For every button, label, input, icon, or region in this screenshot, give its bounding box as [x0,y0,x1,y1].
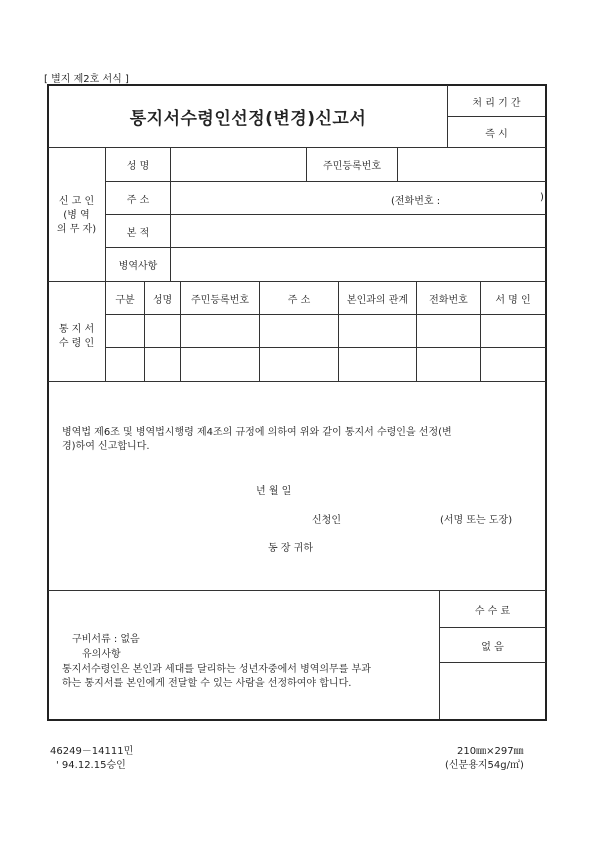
rrn-label: 주민등록번호 [323,161,381,172]
address-label: 주 소 [126,194,150,206]
declaration-line-2: 경)하여 신고합니다. [62,441,150,452]
recipient-row-2[interactable] [106,348,545,381]
frame-bottom [47,719,547,721]
col-header-rrn: 주민등록번호 [191,294,249,306]
recipient-label-2: 수 령 인 [58,338,95,349]
name-label: 성 명 [126,161,150,172]
address-field[interactable] [171,182,545,214]
required-docs: 구비서류 : 없음 [72,634,140,645]
caution-line-1: 통지서수령인은 본인과 세대를 달리하는 성년자중에서 병역의무를 부과 [62,664,371,675]
frame-right [545,84,547,720]
signature-hint: (서명 또는 도장) [440,515,513,526]
phone-close: ) [540,192,544,203]
name-field[interactable] [171,148,305,181]
approval-date: ' 94.12.15승인 [56,760,126,771]
rrn-field[interactable] [398,148,545,181]
col-header-name: 성명 [152,294,173,306]
form-code: 46249－14111민 [50,746,134,757]
caution-title: 유의사항 [82,649,121,660]
paper-size: 210㎜×297㎜ [457,746,524,757]
addressee: 동 장 귀하 [268,543,313,554]
col-header-address: 주 소 [287,294,311,306]
fee-value: 없 음 [481,641,504,653]
caution-line-2: 하는 통지서를 본인에게 전달할 수 있는 사람을 선정하여야 합니다. [62,678,352,689]
domicile-field[interactable] [171,215,545,247]
applicant-label-3: 의 무 자) [56,224,97,235]
applicant-label-1: 신 고 인 [58,196,95,207]
recipient-label-1: 통 지 서 [58,324,95,335]
applicant-signature-label: 신청인 [312,515,341,526]
col-header-signer: 서 명 인 [495,294,531,306]
phone-label: (전화번호 : [391,196,441,207]
recipient-row-1[interactable] [106,315,545,347]
paper-type: (신문용지54g/㎡) [445,760,524,771]
processing-period-value: 즉 시 [485,128,508,140]
fee-label: 수 수 료 [474,605,511,617]
declaration-line-1: 병역법 제6조 및 병역법시행령 제4조의 규정에 의하여 위와 같이 통지서 수령인을 선정(변 [62,427,452,438]
applicant-label-2: (병 역 [63,210,90,221]
col-header-phone: 전화번호 [429,294,468,306]
military-label: 병역사항 [118,261,158,272]
military-field[interactable] [171,248,545,281]
domicile-label: 본 적 [126,227,150,239]
col-header-type: 구분 [115,294,135,306]
form-tag: [ 별지 제2호 서식 ] [44,74,129,85]
processing-period-label: 처 리 기 간 [472,97,521,109]
date-line: 년 월 일 [256,486,292,497]
frame-left [47,84,49,720]
col-header-relation: 본인과의 관계 [346,294,409,306]
form-title: 통지서수령인선정(변경)신고서 [129,108,367,129]
